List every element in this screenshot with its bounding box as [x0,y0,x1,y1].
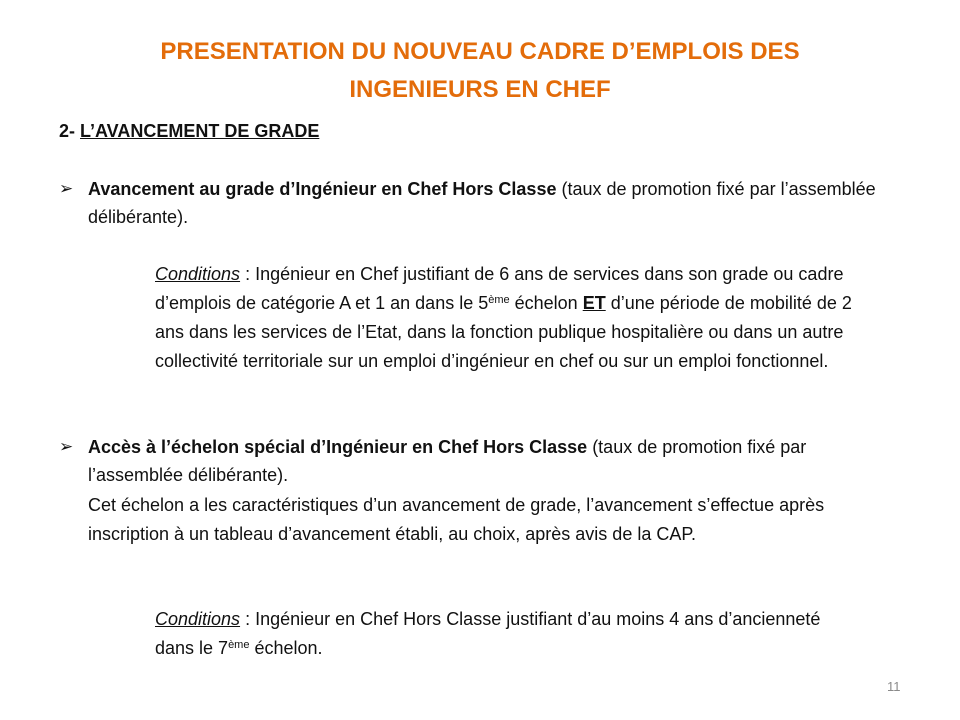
conditions-text-b: échelon [509,293,583,313]
conditions-et: ET [582,293,606,313]
slide-title-line-2: INGENIEURS EN CHEF [349,76,611,103]
arrow-bullet-icon: ➢ [59,437,74,456]
conditions-text-b: échelon. [249,638,323,658]
arrow-bullet-icon: ➢ [59,179,74,198]
conditions-hors-classe [155,260,860,376]
conditions-colon: : [240,264,256,284]
superscript-eme: ème [228,639,250,651]
bullet-text [88,433,879,489]
section-number: 2- [59,121,81,141]
bullet-echelon-special [59,433,879,489]
conditions-label: Conditions [155,609,241,629]
conditions-colon: : [240,609,256,629]
conditions-text-a: Ingénieur en Chef Hors Classe justifiant d’au moins 4 ans d’ancienneté dans le 7 [155,609,821,658]
section-title: L’AVANCEMENT DE GRADE [80,121,320,141]
section-heading [59,118,319,144]
superscript-eme: ème [488,294,510,306]
bullet-avancement-hors-classe [59,175,879,231]
bullet-bold-text: Accès à l’échelon spécial d’Ingénieur en Chef Hors Classe [88,437,588,457]
conditions-label: Conditions [155,264,241,284]
bullet-text [88,175,879,231]
bullet-bold-text: Avancement au grade d’Ingénieur en Chef Hors Classe [88,179,557,199]
echelon-description: Cet échelon a les caractéristiques d’un avancement de grade, l’avancement s’effectue après inscription à un tableau d’avancement établi, au choix, après avis de la CAP. [88,495,825,544]
bullet-rest-text: (taux de promotion fixé par l’assemblée délibérante). [88,437,807,485]
conditions-echelon-special [155,605,845,663]
slide-title [0,33,960,109]
slide-title-line-1: PRESENTATION DU NOUVEAU CADRE D’EMPLOIS DES [160,38,800,65]
conditions-text-c: d’une période de mobilité de 2 ans dans les services de l’Etat, dans la fonction publique hospitalière ou dans un autre collectivité territoriale sur un emploi d’ingénieur en chef ou sur un emploi fonctionnel. [155,293,852,371]
bullet-rest-text: (taux de promotion fixé par l’assemblée délibérante). [88,179,876,227]
conditions-text-a: Ingénieur en Chef justifiant de 6 ans de services dans son grade ou cadre d’emplois de catégorie A et 1 an dans le 5 [155,264,844,313]
page-number: 11 [887,679,901,694]
